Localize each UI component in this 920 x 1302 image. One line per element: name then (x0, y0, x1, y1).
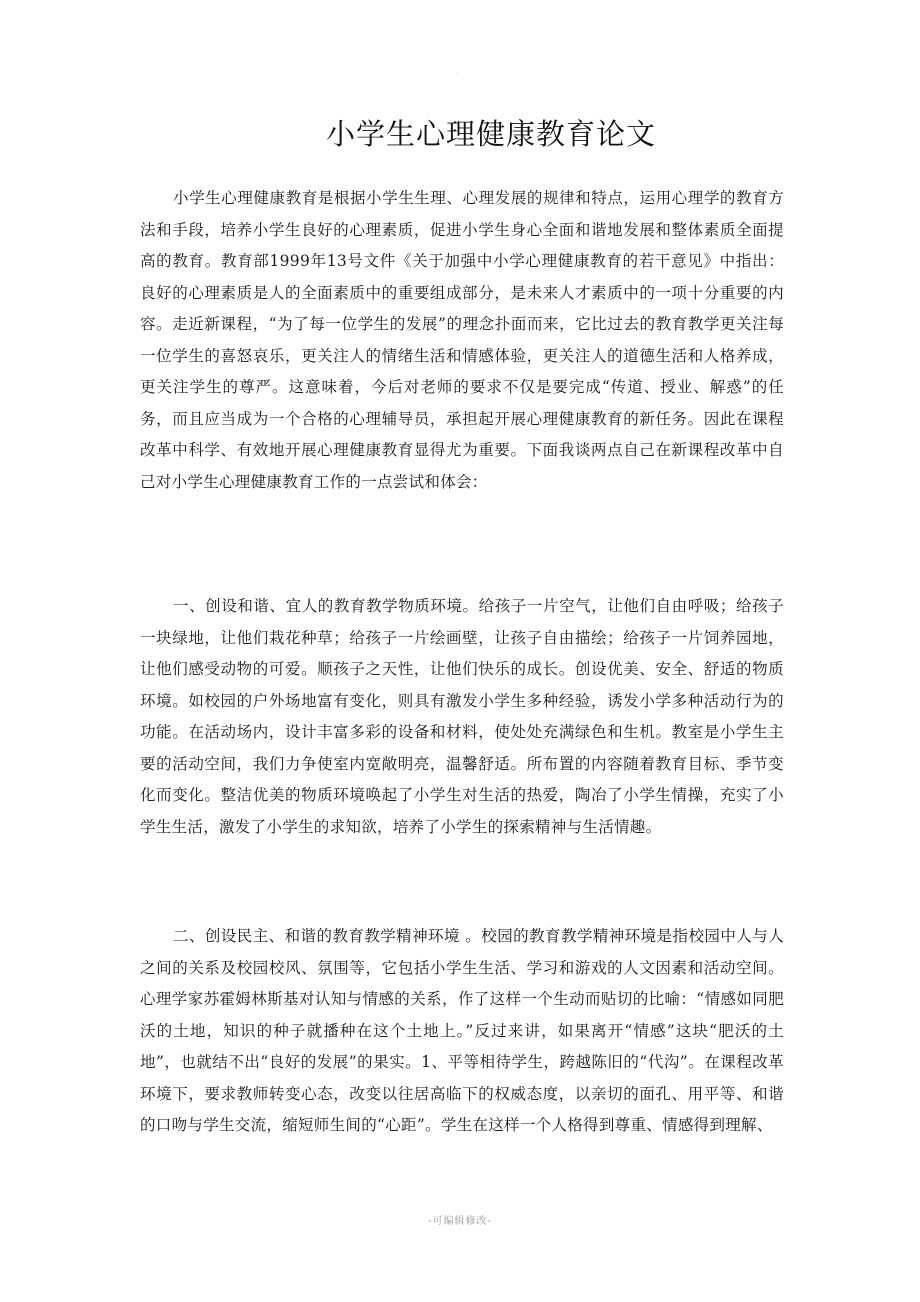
page-header-mark: . (456, 66, 459, 76)
document-title: 小学生心理健康教育论文 (325, 117, 656, 151)
paragraph-section-one: 一、创设和谐、宜人的教育教学物质环境。给孩子一片空气，让他们自由呼吸；给孩子一块绿地，让他们栽花种草；给孩子一片绘画壁，让孩子自由描绘；给孩子一片饲养园地，让他们感受动物的可爱。顺孩子之天性，让他们快乐的成长。创设优美、安全、舒适的物质环境。如校园的户外场地富有变化，则具有激发小学生多种经验，诱发小学多种活动行为的功能。在活动场内，设计丰富多彩的设备和材料，使处处充满绿色和生机。教室是小学生主要的活动空间，我们力争使室内宽敞明亮，温馨舒适。所布置的内容随着教育目标、季节变化而变化。整洁优美的物质环境唤起了小学生对生活的热爱，陶冶了小学生情操，充实了小学生生活，激发了小学生的求知欲，培养了小学生的探索精神与生活情趣。 (140, 597, 784, 836)
paragraph-intro: 小学生心理健康教育是根据小学生生理、心理发展的规律和特点，运用心理学的教育方法和手段，培养小学生良好的心理素质，促进小学生身心全面和谐地发展和整体素质全面提高的教育。教育部1999年13号文件《关于加强中小学心理健康教育的若干意见》中指出：良好的心理素质是人的全面素质中的重要组成部分，是未来人才素质中的一项十分重要的内容。走近新课程，“为了每一位学生的发展”的理念扑面而来，它比过去的教育教学更关注每一位学生的喜怒哀乐，更关注人的情绪生活和情感体验，更关注人的道德生活和人格养成，更关注学生的尊严。这意味着，今后对老师的要求不仅是要完成“传道、授业、解惑”的任务，而且应当成为一个合格的心理辅导员，承担起开展心理健康教育的新任务。因此在课程改革中科学、有效地开展心理健康教育显得尤为重要。下面我谈两点自己在新课程改革中自己对小学生心理健康教育工作的一点尝试和体会： (140, 189, 784, 491)
page-footer: -可编辑修改- (428, 1216, 492, 1227)
paragraph-section-two: 二、创设民主、和谐的教育教学精神环境 。校园的教育教学精神环境是指校园中人与人之间的关系及校园校风、氛围等，它包括小学生生活、学习和游戏的人文因素和活动空间。心理学家苏霍姆林斯基对认知与情感的关系，作了这样一个生动而贴切的比喻：“情感如同肥沃的土地，知识的种子就播种在这个土地上。”反过来讲，如果离开“情感”这块“肥沃的土地”，也就结不出“良好的发展”的果实。1、平等相待学生，跨越陈旧的“代沟”。在课程改革环境下，要求教师转变心态，改变以往居高临下的权威态度，以亲切的面孔、用平等、和谐的口吻与学生交流，缩短师生间的“心距”。学生在这样一个人格得到尊重、情感得到理解、 (140, 927, 784, 1134)
